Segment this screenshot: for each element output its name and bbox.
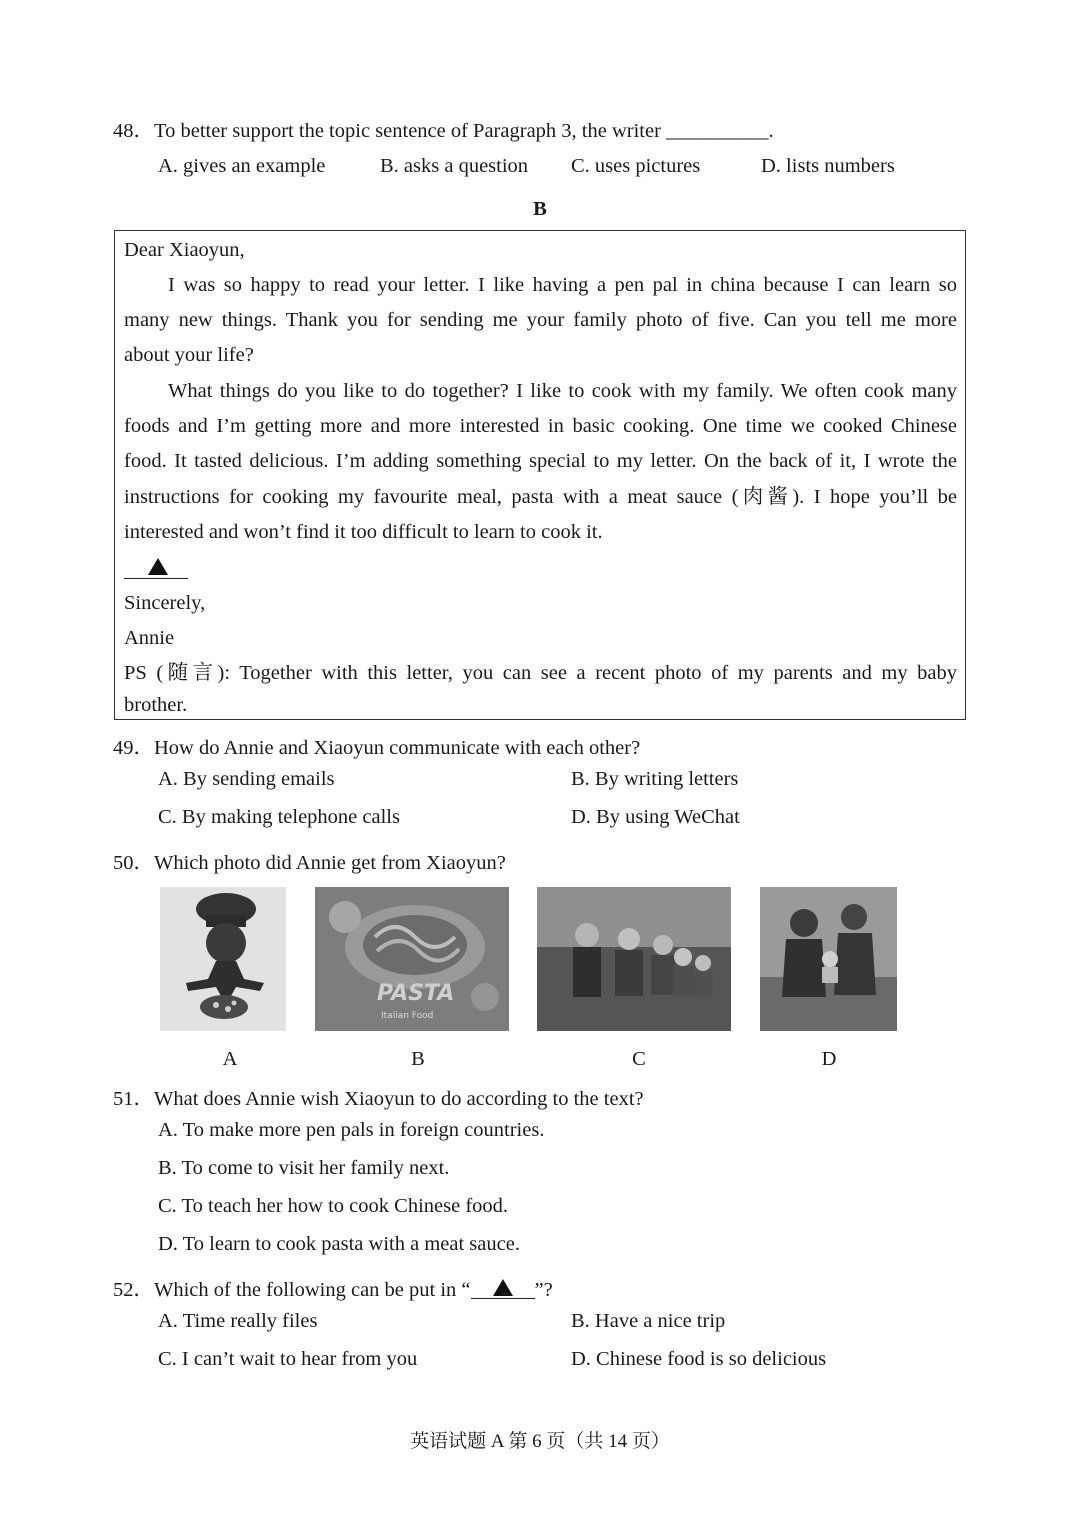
letter-ps-line-1: PS (随言): Together with this letter, you can see a recent photo of my parents and my baby xyxy=(124,662,957,684)
q52-option-b: B. Have a nice trip xyxy=(571,1310,726,1332)
letter-p2-line-4: instructions for cooking my favourite meal, pasta with a meat sauce (肉酱). I hope you’ll be xyxy=(124,486,957,508)
photo-b-subtitle: Italian Food xyxy=(381,1011,434,1021)
photo-a-chef xyxy=(160,887,286,1031)
photo-label-c: C xyxy=(632,1048,646,1070)
q52-text-after: ”? xyxy=(534,1279,553,1301)
question-48-stem: 48．To better support the topic sentence of Paragraph 3, the writer __________. xyxy=(113,120,774,142)
question-51-stem: 51．What does Annie wish Xiaoyun to do according to the text? xyxy=(113,1088,644,1110)
q49-option-c: C. By making telephone calls xyxy=(158,806,400,828)
letter-greeting: Dear Xiaoyun, xyxy=(124,239,245,261)
q48-option-a: A. gives an example xyxy=(158,155,326,177)
question-52-stem xyxy=(113,1272,553,1302)
letter-p2-line-3: food. It tasted delicious. I’m adding something special to my letter. On the back of it, I wrote the xyxy=(124,450,957,472)
q48-option-b: B. asks a question xyxy=(380,155,529,177)
q51-option-c: C. To teach her how to cook Chinese food. xyxy=(158,1195,509,1217)
letter-p2-line-5: interested and won’t find it too difficult to learn to cook it. xyxy=(124,521,603,543)
triangle-icon xyxy=(148,558,168,575)
photo-b-title: PASTA xyxy=(377,981,455,1006)
photo-d-parents-baby xyxy=(760,887,897,1031)
triangle-icon xyxy=(493,1279,513,1296)
page-footer: 英语试题 A 第 6 页（共 14 页） xyxy=(410,1431,670,1452)
q52-option-c: C. I can’t wait to hear from you xyxy=(158,1348,418,1370)
q48-option-c: C. uses pictures xyxy=(571,155,701,177)
q51-option-a: A. To make more pen pals in foreign countries. xyxy=(158,1119,545,1141)
letter-ps-line-2: brother. xyxy=(124,694,188,716)
photo-label-d: D xyxy=(821,1048,837,1070)
q51-option-d: D. To learn to cook pasta with a meat sauce. xyxy=(158,1233,520,1255)
letter-box xyxy=(114,230,966,720)
letter-p2-line-2: foods and I’m getting more and more interested in basic cooking. One time we cooked Chinese xyxy=(124,415,957,437)
q49-option-b: B. By writing letters xyxy=(571,768,739,790)
letter-signature: Annie xyxy=(124,627,175,649)
q52-option-d: D. Chinese food is so delicious xyxy=(571,1348,827,1370)
q49-option-d: D. By using WeChat xyxy=(571,806,740,828)
letter-p1-line-1: I was so happy to read your letter. I like having a pen pal in china because I can learn so xyxy=(168,274,957,296)
letter-p1-line-2: many new things. Thank you for sending me your family photo of five. Can you tell me more xyxy=(124,309,957,331)
question-50-stem: 50．Which photo did Annie get from Xiaoyun? xyxy=(113,852,506,874)
letter-p1-line-3: about your life? xyxy=(124,344,254,366)
letter-p2-line-1: What things do you like to do together? I like to cook with my family. We often cook many xyxy=(168,380,957,402)
question-49-stem: 49．How do Annie and Xiaoyun communicate with each other? xyxy=(113,737,641,759)
q48-option-d: D. lists numbers xyxy=(761,155,895,177)
q52-option-a: A. Time really files xyxy=(158,1310,318,1332)
photo-b-pasta xyxy=(315,887,509,1031)
section-heading: B xyxy=(533,198,547,220)
q52-text-before: 52．Which of the following can be put in “ xyxy=(113,1279,471,1301)
q51-option-b: B. To come to visit her family next. xyxy=(158,1157,450,1179)
answer-blank xyxy=(124,556,188,579)
photo-c-family xyxy=(537,887,731,1031)
q49-option-a: A. By sending emails xyxy=(158,768,335,790)
letter-closing: Sincerely, xyxy=(124,592,206,614)
photo-label-b: B xyxy=(411,1048,425,1070)
photo-label-a: A xyxy=(222,1048,238,1070)
q52-blank xyxy=(471,1278,535,1299)
